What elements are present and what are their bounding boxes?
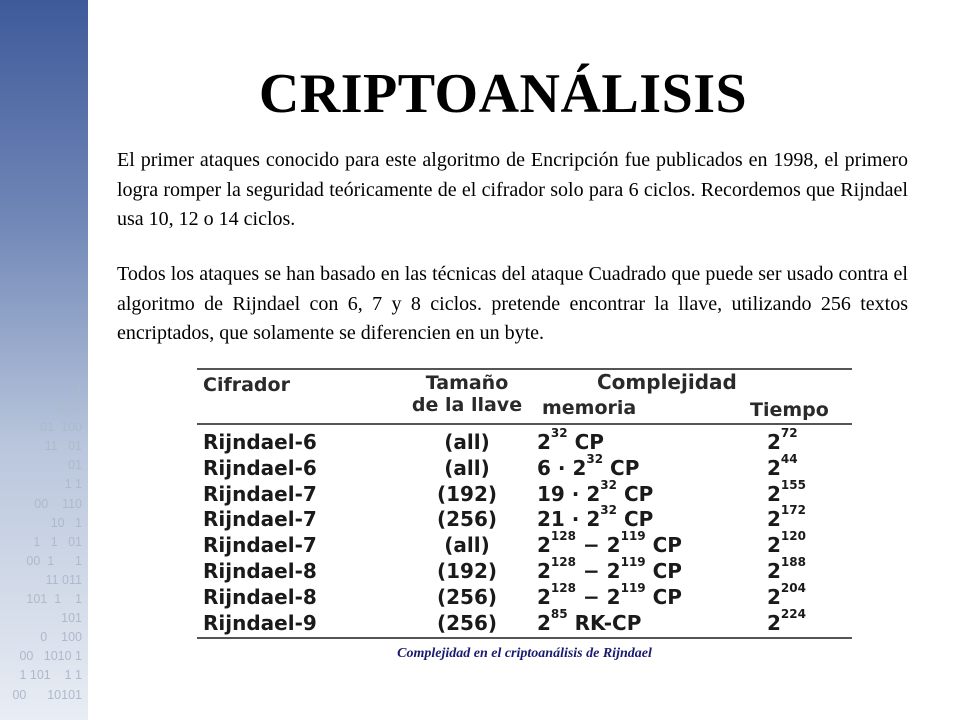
time-base: 2 — [767, 481, 781, 506]
memory-base: 2 — [537, 559, 551, 583]
memory-exponent: 128 — [550, 529, 576, 544]
key-size-cell: (256) — [436, 610, 498, 635]
memory-unit: CP — [645, 533, 682, 558]
memory-cell — [537, 503, 654, 532]
complexity-table — [197, 362, 852, 638]
time-exponent: 172 — [780, 503, 806, 518]
binary-line: 11 011 — [45, 572, 82, 587]
time-cell — [767, 477, 806, 506]
memory-base-2: 2 — [606, 584, 621, 609]
binary-line: 00 1 1 — [26, 553, 82, 568]
memory-minus: − — [575, 559, 607, 583]
memory-exponent-2: 119 — [620, 580, 646, 595]
cipher-cell: Rijndael-8 — [203, 559, 317, 583]
memory-base-2: 2 — [606, 533, 621, 558]
memory-prefix: 19 · — [537, 481, 587, 506]
memory-base: 2 — [537, 610, 551, 635]
memory-base-2: 2 — [606, 559, 621, 583]
time-cell — [767, 426, 798, 454]
key-size-cell: (192) — [436, 559, 498, 583]
header-cifrador: Cifrador — [203, 374, 290, 396]
key-size-cell: (all) — [444, 455, 490, 480]
binary-line: 1 — [75, 382, 82, 396]
header-key-size-line1: Tamaño — [425, 372, 509, 394]
table-top-rule — [197, 368, 852, 370]
time-exponent: 188 — [780, 555, 806, 569]
time-base: 2 — [767, 584, 781, 609]
binary-line: 1 1 01 — [33, 534, 82, 549]
memory-unit: CP — [603, 455, 640, 480]
memory-exponent: 32 — [550, 426, 568, 440]
memory-minus: − — [575, 584, 607, 609]
memory-exponent: 32 — [600, 477, 617, 492]
memory-prefix: 21 · — [537, 507, 587, 532]
time-cell — [767, 451, 798, 480]
header-complexity: Complejidad — [597, 370, 737, 394]
cipher-cell: Rijndael-7 — [203, 533, 317, 558]
binary-line: 00 1010 1 — [19, 649, 82, 664]
cipher-cell: Rijndael-9 — [203, 610, 317, 635]
memory-cell — [537, 426, 604, 454]
time-base: 2 — [767, 455, 781, 480]
time-base: 2 — [767, 430, 781, 454]
time-cell — [767, 503, 806, 532]
time-exponent: 72 — [780, 426, 798, 440]
memory-unit: CP — [645, 559, 682, 583]
time-base: 2 — [767, 610, 781, 635]
memory-prefix: 6 · — [537, 455, 573, 480]
time-exponent: 224 — [780, 606, 806, 621]
memory-cell — [537, 451, 640, 480]
time-exponent: 120 — [780, 529, 806, 544]
binary-line: 10 1 — [50, 515, 82, 530]
time-exponent: 155 — [780, 477, 806, 492]
memory-base: 2 — [586, 481, 601, 506]
binary-line: 101 1 1 — [26, 592, 82, 607]
memory-exponent: 32 — [586, 451, 604, 466]
time-cell — [767, 555, 806, 583]
binary-line: 0 100 — [40, 630, 82, 645]
key-size-cell: (192) — [436, 481, 498, 506]
memory-exponent: 128 — [550, 555, 576, 569]
key-size-cell: (256) — [436, 584, 498, 609]
time-cell — [767, 529, 806, 558]
slide-title: CRIPTOANÁLISIS — [258, 63, 748, 125]
paragraph-first-attack: El primer ataques conocido para este algoritmo de Encripción fue publicados en 1998, el primero logra romper la seguridad teóricamente de el cifrador solo para 6 ciclos. Recordemos que Rijndael usa 10, 12 o 14 ciclos. — [117, 149, 908, 230]
header-memory: memoria — [542, 397, 637, 419]
memory-exponent: 85 — [550, 606, 568, 621]
binary-line: 1 101 1 1 — [19, 668, 82, 683]
binary-digits-decoration — [0, 380, 88, 705]
binary-line: 00 110 — [34, 496, 82, 511]
memory-base: 2 — [537, 533, 551, 558]
memory-unit: CP — [616, 481, 654, 506]
memory-cell — [537, 606, 642, 635]
table-bottom-rule — [197, 637, 852, 639]
memory-base: 2 — [572, 455, 587, 480]
binary-line: 11 01 — [44, 439, 82, 454]
time-exponent: 44 — [780, 451, 798, 466]
memory-unit: RK-CP — [567, 610, 642, 635]
binary-line: 00 10101 — [12, 687, 82, 702]
memory-base: 2 — [537, 430, 551, 454]
header-key-size-line2: de la llave — [411, 394, 523, 416]
cipher-cell: Rijndael-7 — [203, 481, 317, 506]
cipher-cell: Rijndael-6 — [203, 455, 317, 480]
memory-cell — [537, 529, 682, 558]
time-cell — [767, 580, 806, 609]
memory-cell — [537, 477, 654, 506]
binary-line: 101 — [61, 611, 82, 626]
memory-unit: CP — [645, 584, 682, 609]
memory-exponent-2: 119 — [620, 555, 646, 569]
cipher-cell: Rijndael-6 — [203, 430, 317, 454]
table-caption: Complejidad en el criptoanálisis de Rijndael — [397, 646, 652, 661]
time-base: 2 — [767, 507, 781, 532]
memory-minus: − — [575, 533, 607, 558]
header-time: Tiempo — [750, 399, 829, 421]
time-base: 2 — [767, 559, 781, 583]
binary-line: 1 1 — [64, 477, 82, 492]
binary-line: 01 100 — [40, 420, 82, 435]
memory-unit: CP — [567, 430, 604, 454]
binary-line: 01 — [68, 458, 82, 473]
binary-line: 0 01 — [57, 401, 82, 416]
memory-base: 2 — [537, 584, 551, 609]
key-size-cell: (all) — [444, 533, 490, 558]
memory-exponent-2: 119 — [620, 529, 646, 544]
key-size-cell: (256) — [436, 507, 498, 532]
table-header-rule — [197, 423, 852, 425]
time-base: 2 — [767, 533, 781, 558]
time-cell — [767, 606, 806, 635]
paragraph-square-attack: Todos los ataques se han basado en las técnicas del ataque Cuadrado que puede ser usado contra el algoritmo de Rijndael con 6, 7 y 8 ciclos. pretende encontrar la llave, utilizando 256 textos encriptados, que solamente se diferencien en un byte. — [117, 263, 908, 344]
memory-exponent: 32 — [600, 503, 617, 518]
cipher-cell: Rijndael-8 — [203, 584, 317, 609]
memory-unit: CP — [616, 507, 654, 532]
key-size-cell: (all) — [444, 430, 490, 454]
memory-base: 2 — [586, 507, 601, 532]
memory-exponent: 128 — [550, 580, 576, 595]
cipher-cell: Rijndael-7 — [203, 507, 317, 532]
memory-cell — [537, 580, 682, 609]
memory-cell — [537, 555, 682, 583]
time-exponent: 204 — [780, 580, 806, 595]
